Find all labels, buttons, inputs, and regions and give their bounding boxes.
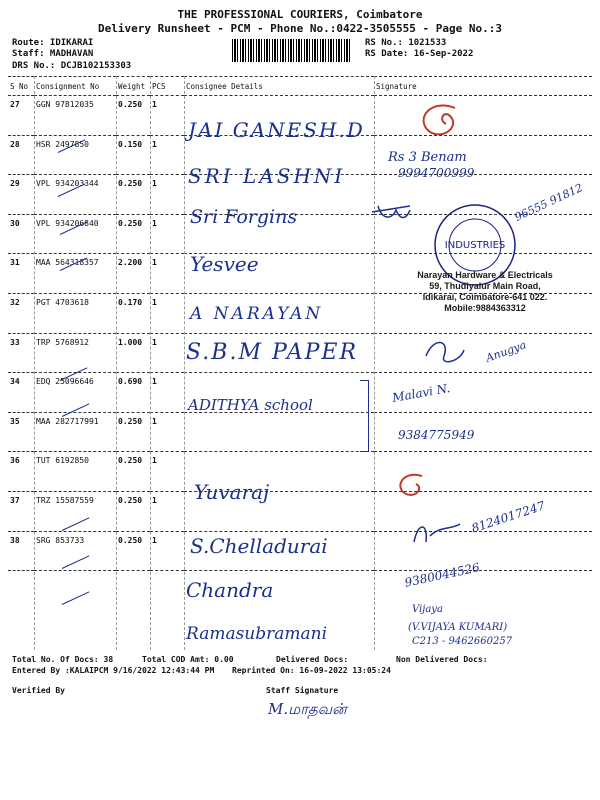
signature-phone: C213 - 9462660257 — [412, 636, 513, 647]
signature-phone: 96555 91812 — [512, 181, 585, 224]
row-pcs: 1 — [150, 531, 184, 571]
column-divider — [34, 76, 35, 650]
column-header: PCS — [150, 77, 184, 96]
row-weight: 0.250 — [116, 96, 150, 136]
table-header-row — [8, 77, 592, 96]
row-sno: 27 — [8, 96, 34, 136]
row-pcs: 1 — [150, 214, 184, 254]
row-sno: 30 — [8, 214, 34, 254]
staff-signature-label: Staff Signature — [266, 686, 339, 695]
row-weight: 0.170 — [116, 293, 150, 333]
stamp-address-line-2: Idikarai, Coimbatore-641 022. — [422, 292, 548, 302]
row-sno: 29 — [8, 175, 34, 215]
signature-text: Malavi N. — [391, 381, 452, 405]
row-consignee-cell — [184, 412, 374, 452]
handwritten-consignee: Yuvaraj — [194, 480, 270, 504]
handwritten-consignee: SRI LASHNI — [188, 164, 346, 188]
non-delivered-docs: Non Delivered Docs: — [396, 655, 488, 664]
signature-phone: 9994700999 — [398, 166, 475, 180]
address-stamp — [395, 270, 575, 314]
signature-scribble — [392, 470, 432, 500]
row-pcs: 1 — [150, 412, 184, 452]
row-sno: 36 — [8, 452, 34, 492]
stamp-name: Narayan Hardware & Electricals — [417, 270, 553, 280]
signature-phone: 9380044526 — [403, 560, 481, 590]
row-weight: 0.250 — [116, 214, 150, 254]
row-weight: 2.200 — [116, 254, 150, 294]
route-label: Route: IDIKARAI — [12, 38, 94, 48]
drs-number: DRS No.: DCJB102153303 — [12, 61, 132, 71]
column-divider — [150, 76, 151, 650]
signature-text: Vijaya — [412, 604, 443, 615]
handwritten-consignee: ADITHYA school — [188, 396, 313, 414]
row-signature-cell — [374, 333, 592, 373]
handwritten-consignee: Chandra — [186, 578, 274, 602]
row-sno: 31 — [8, 254, 34, 294]
row-sno: 37 — [8, 491, 34, 531]
row-sno: 34 — [8, 373, 34, 413]
row-sno: 38 — [8, 531, 34, 571]
signature-phone: 9384775949 — [398, 428, 475, 442]
total-cod: Total COD Amt: 0.00 — [142, 655, 234, 664]
row-pcs: 1 — [150, 333, 184, 373]
rs-date: RS Date: 16-Sep-2022 — [365, 49, 474, 59]
row-pcs: 1 — [150, 254, 184, 294]
reprinted-on: Reprinted On: 16-09-2022 13:05:24 — [232, 666, 391, 675]
signature-scribble — [420, 336, 470, 370]
row-consignment-no: SRG 853733 — [34, 531, 116, 571]
row-pcs: 1 — [150, 491, 184, 531]
signature-text: Anugya — [484, 338, 528, 365]
column-header: S No — [8, 77, 34, 96]
row-weight: 0.250 — [116, 531, 150, 571]
rs-number: RS No.: 1021533 — [365, 38, 447, 48]
document-title: THE PROFESSIONAL COURIERS, Coimbatore — [177, 8, 423, 21]
handwritten-consignee: Ramasubramani — [186, 624, 328, 644]
signature-scribble — [410, 520, 470, 548]
row-weight: 1.000 — [116, 333, 150, 373]
handwritten-consignee: S.B.M PAPER — [186, 340, 359, 365]
row-weight: 0.250 — [116, 491, 150, 531]
row-pcs: 1 — [150, 96, 184, 136]
signature-text: (V.VIJAYA KUMARI) — [408, 622, 508, 633]
row-consignment-no: PGT 4703618 — [34, 293, 116, 333]
column-header: Weight — [116, 77, 150, 96]
row-pcs: 1 — [150, 135, 184, 175]
row-pcs: 1 — [150, 373, 184, 413]
handwritten-consignee: Yesvee — [190, 252, 259, 276]
pen-strike-mark — [62, 591, 90, 605]
staff-signature-handwritten: M.மாதவன் — [268, 700, 347, 718]
handwritten-consignee: A NARAYAN — [190, 304, 324, 324]
row-sno: 35 — [8, 412, 34, 452]
total-docs: Total No. Of Docs: 38 — [12, 655, 114, 664]
handwritten-consignee: JAI GANESH.D — [188, 118, 365, 142]
row-weight: 0.250 — [116, 452, 150, 492]
handwritten-consignee: Sri Forgins — [190, 206, 298, 228]
handwritten-consignee: S.Chelladurai — [190, 534, 328, 558]
row-consignment-no: MAA 564318357 — [34, 254, 116, 294]
row-weight: 0.250 — [116, 412, 150, 452]
column-divider — [374, 76, 375, 650]
seal-text: INDUSTRIES — [444, 240, 506, 251]
row-sno: 33 — [8, 333, 34, 373]
stamp-address-line-1: 59, Thudiyalur Main Road, — [429, 281, 541, 291]
row-pcs: 1 — [150, 452, 184, 492]
column-divider — [184, 76, 185, 650]
row-consignment-no: VPL 934203344 — [34, 175, 116, 215]
row-weight: 0.150 — [116, 135, 150, 175]
row-consignment-no: EDQ 25096646 — [34, 373, 116, 413]
row-sno: 28 — [8, 135, 34, 175]
row-pcs: 1 — [150, 175, 184, 215]
row-consignment-no: MAA 282717991 — [34, 412, 116, 452]
barcode-image — [232, 39, 352, 62]
row-weight: 0.690 — [116, 373, 150, 413]
row-consignment-no: VPL 934206840 — [34, 214, 116, 254]
row-consignment-no: GGN 97812035 — [34, 96, 116, 136]
handwritten-bracket — [360, 380, 369, 452]
table-row — [8, 452, 592, 492]
verified-by-label: Verified By — [12, 686, 65, 695]
row-consignment-no: TRZ 15587559 — [34, 491, 116, 531]
entered-by: Entered By :KALAIPCM 9/16/2022 12:43:44 PM — [12, 666, 215, 675]
row-weight: 0.250 — [116, 175, 150, 215]
row-consignment-no: TUT 6192850 — [34, 452, 116, 492]
delivered-docs: Delivered Docs: — [276, 655, 349, 664]
stamp-mobile: Mobile:9884363312 — [444, 303, 526, 313]
row-consignment-no: TRP 5768912 — [34, 333, 116, 373]
staff-label: Staff: MADHAVAN — [12, 49, 94, 59]
signature-scribble — [410, 100, 470, 140]
row-signature-cell — [374, 531, 592, 571]
signature-phone: 8124017247 — [469, 498, 547, 536]
column-header: Consignment No — [34, 77, 116, 96]
column-divider — [116, 76, 117, 650]
row-consignment-no: HSR 2497850 — [34, 135, 116, 175]
document-subtitle: Delivery Runsheet - PCM - Phone No.:0422-3505555 - Page No.:3 — [98, 22, 502, 35]
row-sno: 32 — [8, 293, 34, 333]
row-signature-cell — [374, 96, 592, 136]
column-header: Consignee Details — [184, 77, 374, 96]
signature-scribble — [370, 200, 420, 230]
table-row — [8, 412, 592, 452]
row-pcs: 1 — [150, 293, 184, 333]
signature-text: Rs 3 Benam — [388, 150, 467, 165]
column-header: Signature — [374, 77, 592, 96]
